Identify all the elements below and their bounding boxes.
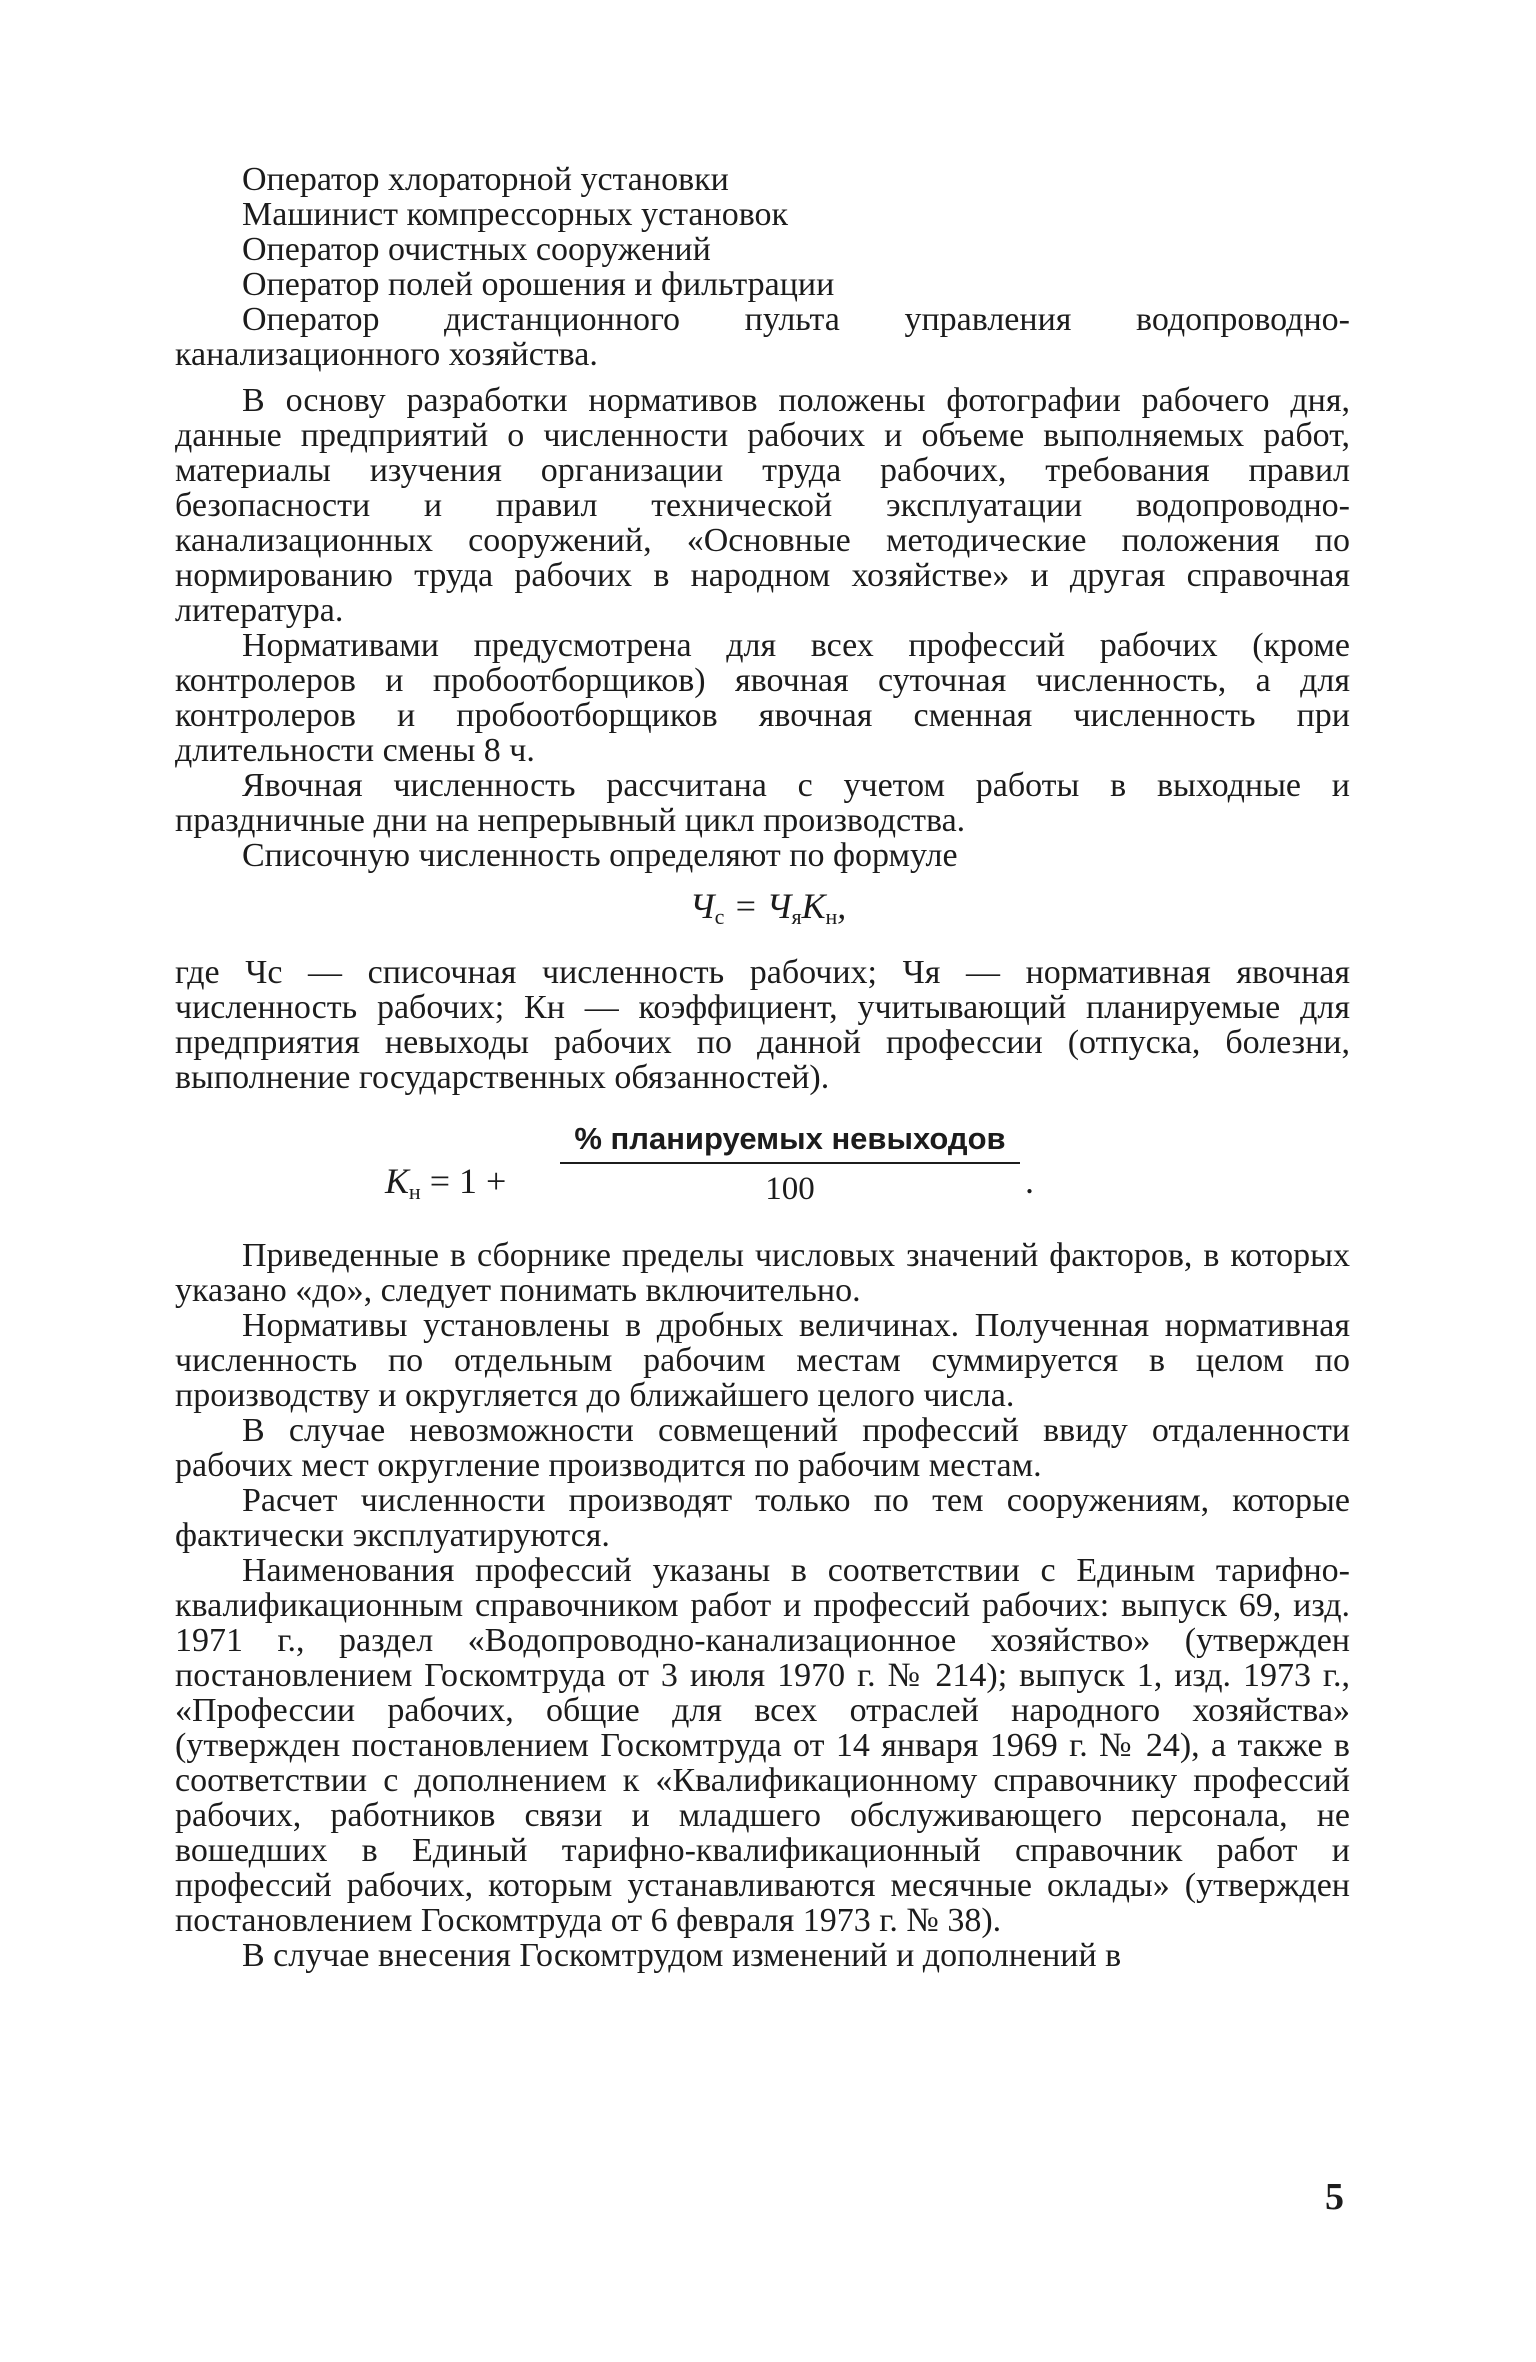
paragraph: В случае невозможности совмещений профессий ввиду отдаленности рабочих мест округление производится по рабочим местам. [175,1412,1350,1484]
formula-list-count [0,885,1536,930]
paragraph: В основу разработки нормативов положены фотографии рабочего дня, данные предприятий о численности рабочих и объеме выполняемых работ, материалы изучения организации труда рабочих, требования правил безопасности и правил технической эксплуатации водопроводно-канализационных сооружений, «Основные методические положения по нормированию труда рабочих в народном хозяйстве» и другая справочная литература. [175,382,1350,629]
formula-symbol: Ч [689,886,715,926]
fraction-denominator: 100 [765,1171,815,1207]
paragraph: где Чс — списочная численность рабочих; Чя — нормативная явочная численность рабочих; Кн — коэффициент, учитывающий планируемые для предприятия невыходы рабочих по данной профессии (отпуска, болезни, выполнение государственных обязанностей). [175,954,1350,1096]
formula-fraction [560,1120,1020,1208]
formula-subscript: н [408,1179,421,1204]
intro-paragraphs [175,383,1350,873]
paragraph: В случае внесения Госкомтрудом изменений и дополнений в [242,1937,1122,1974]
formula-lhs [385,1160,506,1205]
where-block [175,955,1350,1095]
list-item: Оператор очистных сооружений [242,231,711,268]
formula-subscript: я [791,904,802,929]
paragraph: Списочную численность определяют по формуле [242,837,958,874]
list-item: Оператор хлораторной установки [242,161,729,198]
page-number: 5 [1325,2176,1344,2218]
body-paragraphs [175,1238,1350,1973]
formula-equals: = 1 + [420,1161,507,1201]
formula-symbol: Ч [766,886,792,926]
paragraph: Приведенные в сборнике пределы числовых значений факторов, в которых указано «до», следует понимать включительно. [175,1237,1350,1309]
fraction-bar [560,1162,1020,1164]
list-item: Оператор дистанционного пульта управления водопроводно-канализационного хозяйства. [175,301,1350,373]
paragraph: Нормативами предусмотрена для всех профессий рабочих (кроме контролеров и пробоотборщиков) явочная суточная численность, а для контролеров и пробоотборщиков явочная сменная численность при длительности смены 8 ч. [175,627,1350,769]
formula-symbol: К [801,886,826,926]
formula-subscript: н [825,904,838,929]
paragraph: Расчет численности производят только по тем сооружениям, которые фактически эксплуатируются. [175,1482,1350,1554]
formula-punct: . [1025,1161,1034,1201]
formula-subscript: с [714,904,725,929]
paragraph: Наименования профессий указаны в соответствии с Единым тарифно-квалификационным справочником работ и профессий рабочих: выпуск 69, изд. 1971 г., раздел «Водопроводно-канализационное хозяйство» (утвержден постановлением Госкомтруда от 3 июля 1970 г. № 214); выпуск 1, изд. 1973 г., «Профессии рабочих, общие для всех отраслей народного хозяйства» (утвержден постановлением Госкомтруда от 14 января 1969 г. № 24), а также в соответствии с дополнением к «Квалификационному справочнику профессий рабочих, работников связи и младшего обслуживающего персонала, не вошедших в Единый тарифно-квалификационный справочник работ и профессий рабочих, которым устанавливаются месячные оклады» (утвержден постановлением Госкомтруда от 6 февраля 1973 г. № 38). [175,1552,1350,1939]
formula-equals: = [724,886,767,926]
formula-coefficient [385,1120,1085,1230]
list-item: Машинист компрессорных установок [242,196,789,233]
formula-punct: , [837,886,847,926]
formula-symbol: К [385,1161,409,1201]
paragraph: Явочная численность рассчитана с учетом работы в выходные и праздничные дни на непрерывный цикл производства. [175,767,1350,839]
paragraph: Нормативы установлены в дробных величинах. Полученная нормативная численность по отдельным рабочим местам суммируется в целом по производству и округляется до ближайшего целого числа. [175,1307,1350,1414]
list-item: Оператор полей орошения и фильтрации [242,266,835,303]
profession-list [175,162,1350,372]
fraction-numerator: % планируемых невыходов [574,1121,1006,1156]
